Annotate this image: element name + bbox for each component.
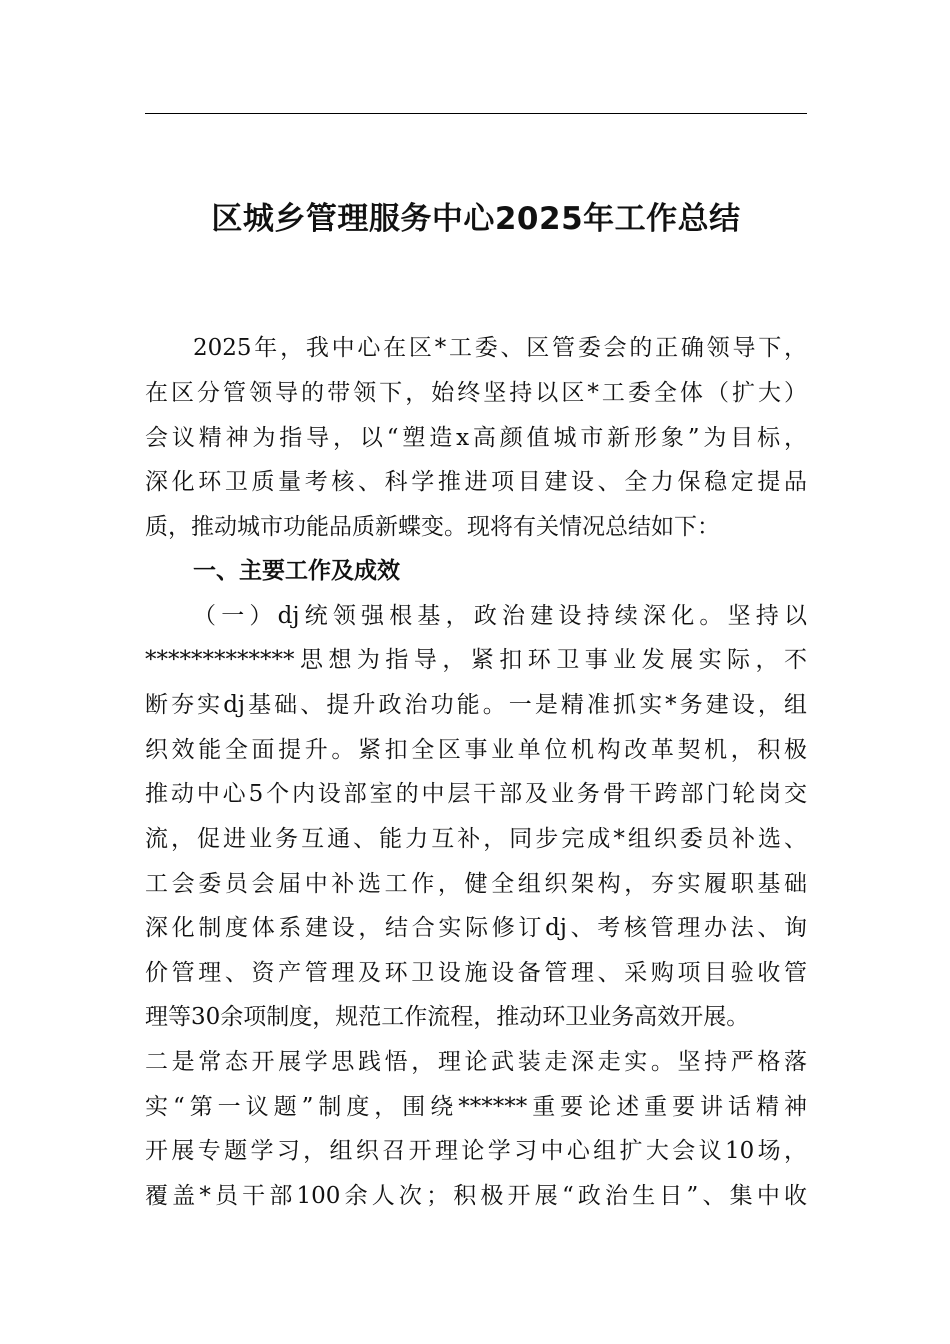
intro-line: 2025年，我中心在区*工委、区管委会的正确领导下， bbox=[193, 335, 807, 361]
body-line: 工会委员会届中补选工作，健全组织架构，夯实履职基础 bbox=[145, 871, 807, 897]
body-line: 开展专题学习，组织召开理论学习中心组扩大会议10场， bbox=[145, 1138, 807, 1164]
body-line: 织效能全面提升。紧扣全区事业单位机构改革契机，积极 bbox=[145, 737, 807, 763]
intro-line: 会议精神为指导，以“塑造x高颜值城市新形象”为目标， bbox=[145, 425, 807, 451]
intro-line: 在区分管领导的带领下，始终坚持以区*工委全体（扩大） bbox=[145, 380, 807, 406]
intro-line: 质，推动城市功能品质新蝶变。现将有关情况总结如下： bbox=[145, 514, 720, 540]
body-line: 断夯实dj基础、提升政治功能。一是精准抓实*务建设，组 bbox=[145, 692, 807, 718]
body-line: 价管理、资产管理及环卫设施设备管理、采购项目验收管 bbox=[145, 960, 807, 986]
body-line: （一）dj统领强根基，政治建设持续深化。坚持以 bbox=[193, 603, 807, 629]
body-line: 覆盖*员干部100余人次；积极开展“政治生日”、集中收 bbox=[145, 1183, 807, 1209]
intro-line: 深化环卫质量考核、科学推进项目建设、全力保稳定提品 bbox=[145, 469, 807, 495]
document-title: 区城乡管理服务中心2025年工作总结 bbox=[211, 201, 741, 237]
body-line: 二是常态开展学思践悟，理论武装走深走实。坚持严格落 bbox=[145, 1049, 807, 1075]
section-heading: 一、主要工作及成效 bbox=[193, 558, 400, 584]
body-line: 实“第一议题”制度，围绕******重要论述重要讲话精神 bbox=[145, 1094, 807, 1120]
header-rule bbox=[145, 113, 807, 114]
body-line: *************思想为指导，紧扣环卫事业发展实际，不 bbox=[145, 647, 807, 673]
body-line: 流，促进业务互通、能力互补，同步完成*组织委员补选、 bbox=[145, 826, 807, 852]
body-line: 推动中心5个内设部室的中层干部及业务骨干跨部门轮岗交 bbox=[145, 781, 807, 807]
body-line: 深化制度体系建设，结合实际修订dj、考核管理办法、询 bbox=[145, 915, 807, 941]
body-line: 理等30余项制度，规范工作流程，推动环卫业务高效开展。 bbox=[145, 1004, 750, 1030]
